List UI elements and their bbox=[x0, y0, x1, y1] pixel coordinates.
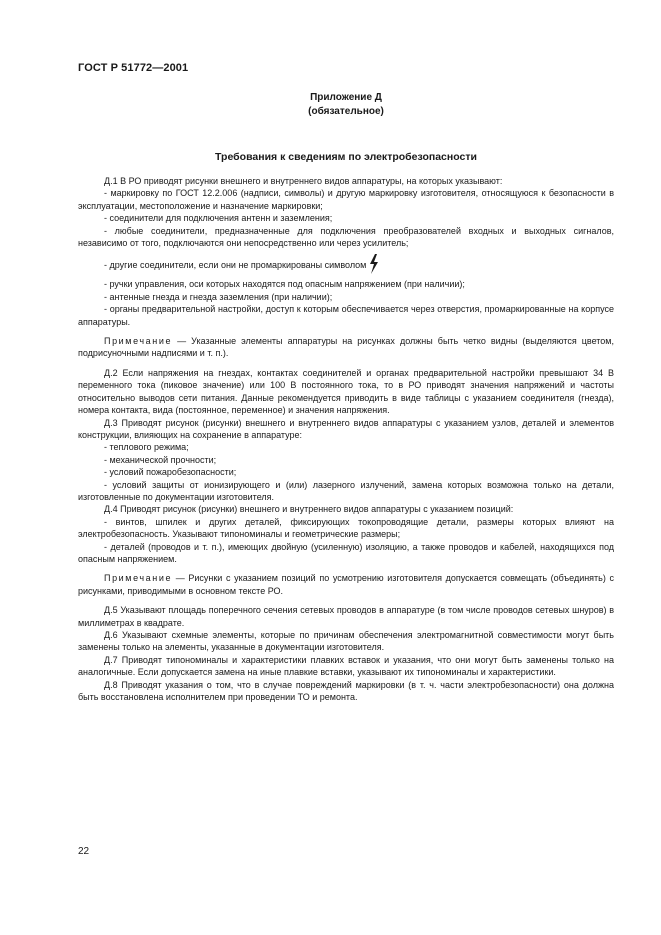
appendix-title: Приложение Д bbox=[310, 92, 382, 103]
paragraph-d2: Д.2 Если напряжения на гнездах, контактах соединителей и органах предварительной настройки превышают 34 В переменного тока (пиковое значение) или 100 В постоянного тока, то в РО приводят значения напряжений и частоты относительно выводов сети питания. Данные рекомендуется приводить в виде таблицы с указанием соединителя (гнезда), номера контакта, вида (постоянное, переменное) и значения напряжения. bbox=[78, 367, 614, 416]
paragraph-d4-intro: Д.4 Приводят рисунок (рисунки) внешнего и внутреннего видов аппаратуры с указанием позиций: bbox=[104, 504, 514, 515]
paragraph-d6: Д.6 Указывают схемные элементы, которые по причинам обеспечения электромагнитной совместимости могут быть заменены только на элементы, указанные в документации изготовителя. bbox=[78, 630, 614, 653]
document-number: ГОСТ Р 51772—2001 bbox=[78, 62, 189, 74]
lightning-bolt-icon bbox=[368, 254, 380, 274]
paragraph-d3-intro: Д.3 Приводят рисунок (рисунки) внешнего и внутреннего видов аппаратуры с указанием узлов, деталей и элементов конструкции, влияющих на сохранение в аппаратуре: bbox=[78, 417, 614, 440]
paragraph-d8: Д.8 Приводят указания о том, что в случае повреждений маркировки (в т. ч. части электробезопасности) она должна быть восстановлена исполнителем при проведении ТО и ремонта. bbox=[78, 679, 614, 703]
paragraph-d1-intro: Д.1 В РО приводят рисунки внешнего и внутреннего видов аппаратуры, на которых указывают: bbox=[104, 176, 503, 186]
note-2 bbox=[78, 572, 614, 597]
appendix-subtitle: (обязательное) bbox=[308, 106, 384, 117]
list-item-with-symbol bbox=[78, 254, 614, 274]
list-item: - ручки управления, оси которых находятся под опасным напряжением (при наличии); bbox=[104, 279, 465, 290]
list-item-text: - другие соединители, если они не промаркированы символом bbox=[104, 260, 367, 271]
list-item: - любые соединители, предназначенные для подключения преобразователей входных и выходных сигналов, независимо от того, подключаются они непосредственно или через усилитель; bbox=[78, 225, 614, 249]
list-item: - условий защиты от ионизирующего и (или) лазерного излучений, замена которых возможна только на детали, изготовленные по документации изготовителя. bbox=[78, 479, 614, 502]
list-item: - условий пожаробезопасности; bbox=[104, 467, 237, 478]
list-item: - теплового режима; bbox=[104, 442, 189, 453]
list-item: - органы предварительной настройки, доступ к которым обеспечивается через отверстия, промаркированные на корпусе аппаратуры. bbox=[78, 304, 614, 327]
list-item: - деталей (проводов и т. п.), имеющих двойную (усиленную) изоляцию, а также проводов и кабелей, находящихся под опасным напряжением. bbox=[78, 541, 614, 564]
note-label: Примечание bbox=[104, 573, 173, 584]
section-title: Требования к сведениям по электробезопасности bbox=[215, 151, 477, 163]
document-body bbox=[78, 175, 614, 703]
page-number: 22 bbox=[78, 846, 90, 857]
list-item: - маркировку по ГОСТ 12.2.006 (надписи, символы) и другую маркировку изготовителя, относящуюся к безопасности в эксплуатации, местоположение и назначение маркировки; bbox=[78, 188, 614, 211]
note-label: Примечание bbox=[104, 336, 173, 347]
note-text: — Рисунки с указанием позиций по усмотрению изготовителя допускается совмещать (объединять) с рисунками, приводимыми в основном тексте РО. bbox=[78, 573, 614, 596]
paragraph-d5: Д.5 Указывают площадь поперечного сечения сетевых проводов в аппаратуре (в том числе проводов сетевых шнуров) в миллиметрах в квадрате. bbox=[78, 605, 614, 628]
list-item: - винтов, шпилек и других деталей, фиксирующих токопроводящие детали, размеры которых влияют на электробезопасность. Указывают типономиналы и геометрические размеры; bbox=[78, 516, 614, 540]
paragraph-d7: Д.7 Приводят типономиналы и характеристики плавких вставок и указания, что они могут быть заменены только на аналогичные. Если допускается замена на иные плавкие вставки, указывают их типономиналы и характеристики. bbox=[78, 654, 614, 678]
list-item: - антенные гнезда и гнезда заземления (при наличии); bbox=[104, 291, 333, 302]
note-1 bbox=[78, 335, 614, 360]
appendix-heading bbox=[78, 91, 614, 119]
note-text: — Указанные элементы аппаратуры на рисунках должны быть четко видны (выделяются цветом, подрисуночными надписями и т. п.). bbox=[78, 336, 614, 359]
list-item: - соединители для подключения антенн и заземления; bbox=[104, 213, 333, 224]
list-item: - механической прочности; bbox=[104, 454, 217, 465]
